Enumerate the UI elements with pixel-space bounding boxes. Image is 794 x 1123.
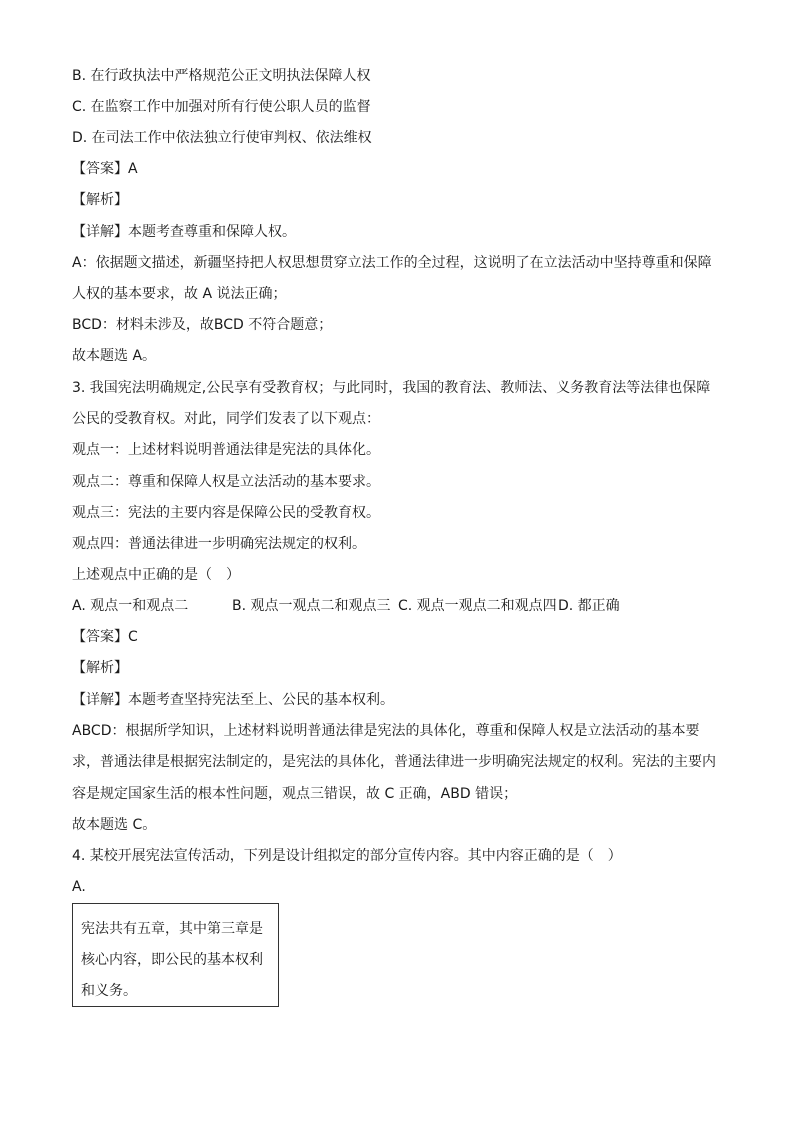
box-line: 核心内容，即公民的基本权利 (81, 952, 263, 968)
analysis-label: 【解析】 (72, 192, 128, 208)
question-3-text: 3. 我国宪法明确规定,公民享有受教育权；与此同时，我国的教育法、教师法、义务教育法等法律也保障 (72, 380, 711, 396)
viewpoint-3: 观点三：宪法的主要内容是保障公民的受教育权。 (72, 505, 380, 521)
viewpoint-4: 观点四：普通法律进一步明确宪法规定的权利。 (72, 536, 366, 552)
answer-label: 【答案】C (72, 629, 138, 645)
option-b-line: B. 在行政执法中严格规范公正文明执法保障人权 (72, 68, 371, 84)
option-c: C. 观点一观点二和观点四 (398, 598, 557, 614)
analysis-label: 【解析】 (72, 660, 128, 676)
viewpoint-2: 观点二：尊重和保障人权是立法活动的基本要求。 (72, 474, 380, 490)
option-c-line: C. 在监察工作中加强对所有行使公职人员的监督 (72, 99, 371, 115)
option-a-content-box (72, 903, 279, 1007)
explanation-text: 求，普通法律是根据宪法制定的，是宪法的具体化，普通法律进一步明确宪法规定的权利。宪法的主要内 (72, 754, 716, 770)
option-a: A. 观点一和观点二 (72, 598, 189, 614)
option-d: D. 都正确 (558, 598, 620, 614)
detail-text: 【详解】本题考查坚持宪法至上、公民的基本权利。 (72, 692, 394, 708)
viewpoint-1: 观点一：上述材料说明普通法律是宪法的具体化。 (72, 442, 380, 458)
question-prompt: 上述观点中正确的是（ ） (72, 567, 240, 583)
option-a-label: A. (72, 879, 86, 895)
answer-label: 【答案】A (72, 161, 138, 177)
detail-text: 【详解】本题考查尊重和保障人权。 (72, 224, 296, 240)
question-4-text: 4. 某校开展宪法宣传活动，下列是设计组拟定的部分宣传内容。其中内容正确的是（ ） (72, 848, 622, 864)
conclusion-text: 故本题选 C。 (72, 817, 157, 833)
explanation-text: BCD：材料未涉及，故BCD 不符合题意； (72, 317, 333, 333)
conclusion-text: 故本题选 A。 (72, 348, 157, 364)
box-line: 宪法共有五章，其中第三章是 (81, 921, 263, 937)
explanation-text: A：依据题文描述，新疆坚持把人权思想贯穿立法工作的全过程，这说明了在立法活动中坚持尊重和保障 (72, 255, 712, 271)
box-line: 和义务。 (81, 983, 137, 999)
explanation-text: 容是规定国家生活的根本性问题，观点三错误，故 C 正确，ABD 错误； (72, 786, 518, 802)
explanation-text: 人权的基本要求，故 A 说法正确； (72, 286, 287, 302)
answer-options (72, 596, 732, 616)
explanation-text: ABCD：根据所学知识，上述材料说明普通法律是宪法的具体化，尊重和保障人权是立法活动的基本要 (72, 723, 700, 739)
option-b: B. 观点一观点二和观点三 (232, 598, 391, 614)
option-d-line: D. 在司法工作中依法独立行使审判权、依法维权 (72, 130, 372, 146)
question-3-text: 公民的受教育权。对此，同学们发表了以下观点： (72, 411, 380, 427)
